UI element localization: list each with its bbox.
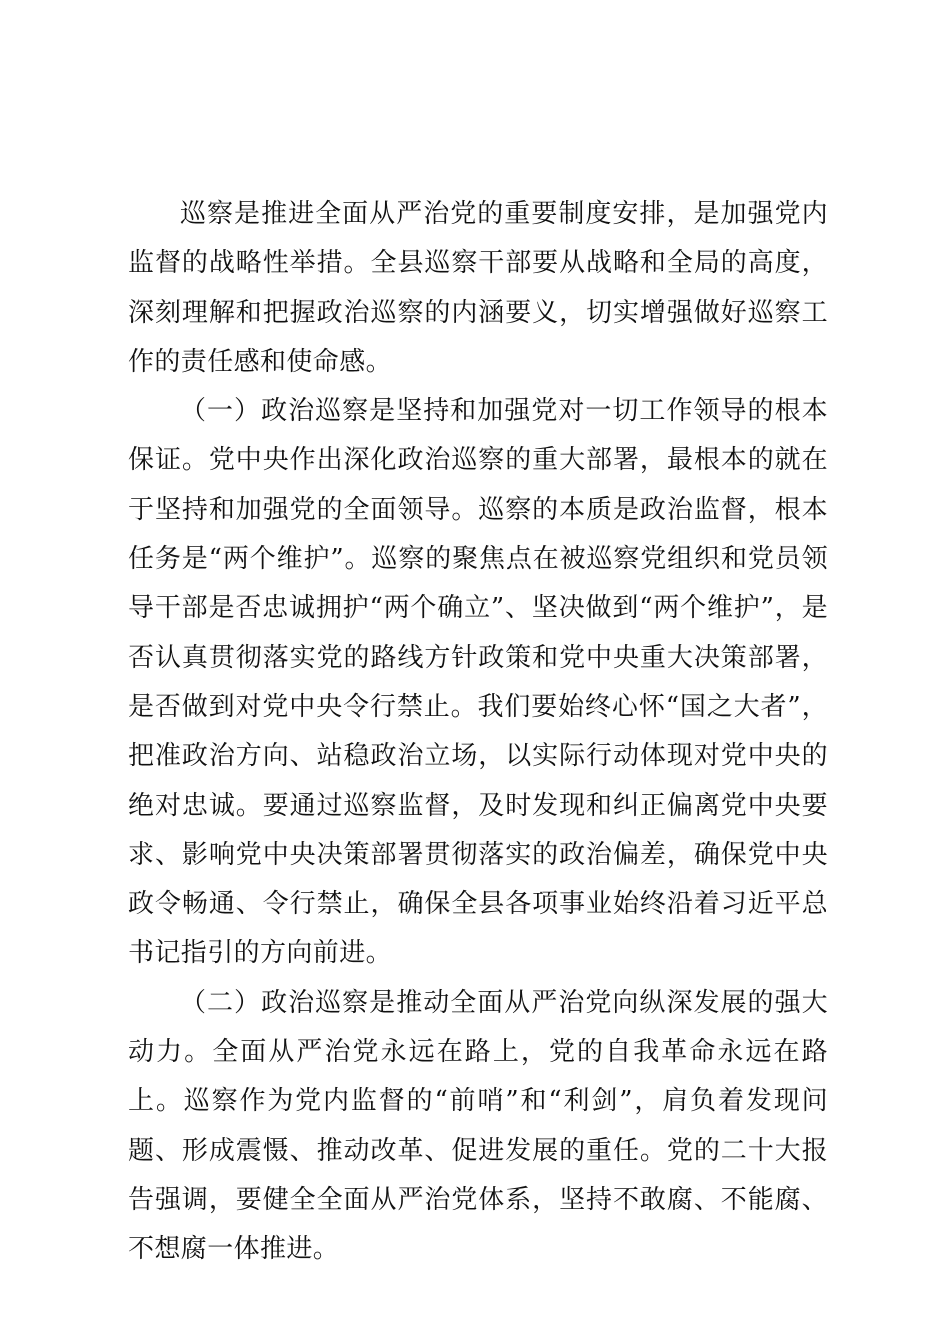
paragraph-section-one: （一）政治巡察是坚持和加强党对一切工作领导的根本保证。党中央作出深化政治巡察的重大部署，最根本的就在于坚持和加强党的全面领导。巡察的本质是政治监督，根本任务是“两个维护”。巡察的聚焦点在被巡察党组织和党员领导干部是否忠诚拥护“两个确立”、坚决做到“两个维护”，是否认真贯彻落实党的路线方针政策和党中央重大决策部署，是否做到对党中央令行禁止。我们要始终心怀“国之大者”，把准政治方向、站稳政治立场，以实际行动体现对党中央的绝对忠诚。要通过巡察监督，及时发现和纠正偏离党中央要求、影响党中央决策部署贯彻落实的政治偏差，确保党中央政令畅通、令行禁止，确保全县各项事业始终沿着习近平总书记指引的方向前进。 bbox=[128, 396, 828, 969]
paragraph-intro: 巡察是推进全面从严治党的重要制度安排，是加强党内监督的战略性举措。全县巡察干部要从战略和全局的高度，深刻理解和把握政治巡察的内涵要义，切实增强做好巡察工作的责任感和使命感。 bbox=[128, 199, 828, 377]
paragraph-section-two: （二）政治巡察是推动全面从严治党向纵深发展的强大动力。全面从严治党永远在路上，党的自我革命永远在路上。巡察作为党内监督的“前哨”和“利剑”，肩负着发现问题、形成震慑、推动改革、促进发展的重任。党的二十大报告强调，要健全全面从严治党体系，坚持不敢腐、不能腐、不想腐一体推进。 bbox=[128, 987, 828, 1265]
document-body bbox=[128, 190, 828, 1275]
